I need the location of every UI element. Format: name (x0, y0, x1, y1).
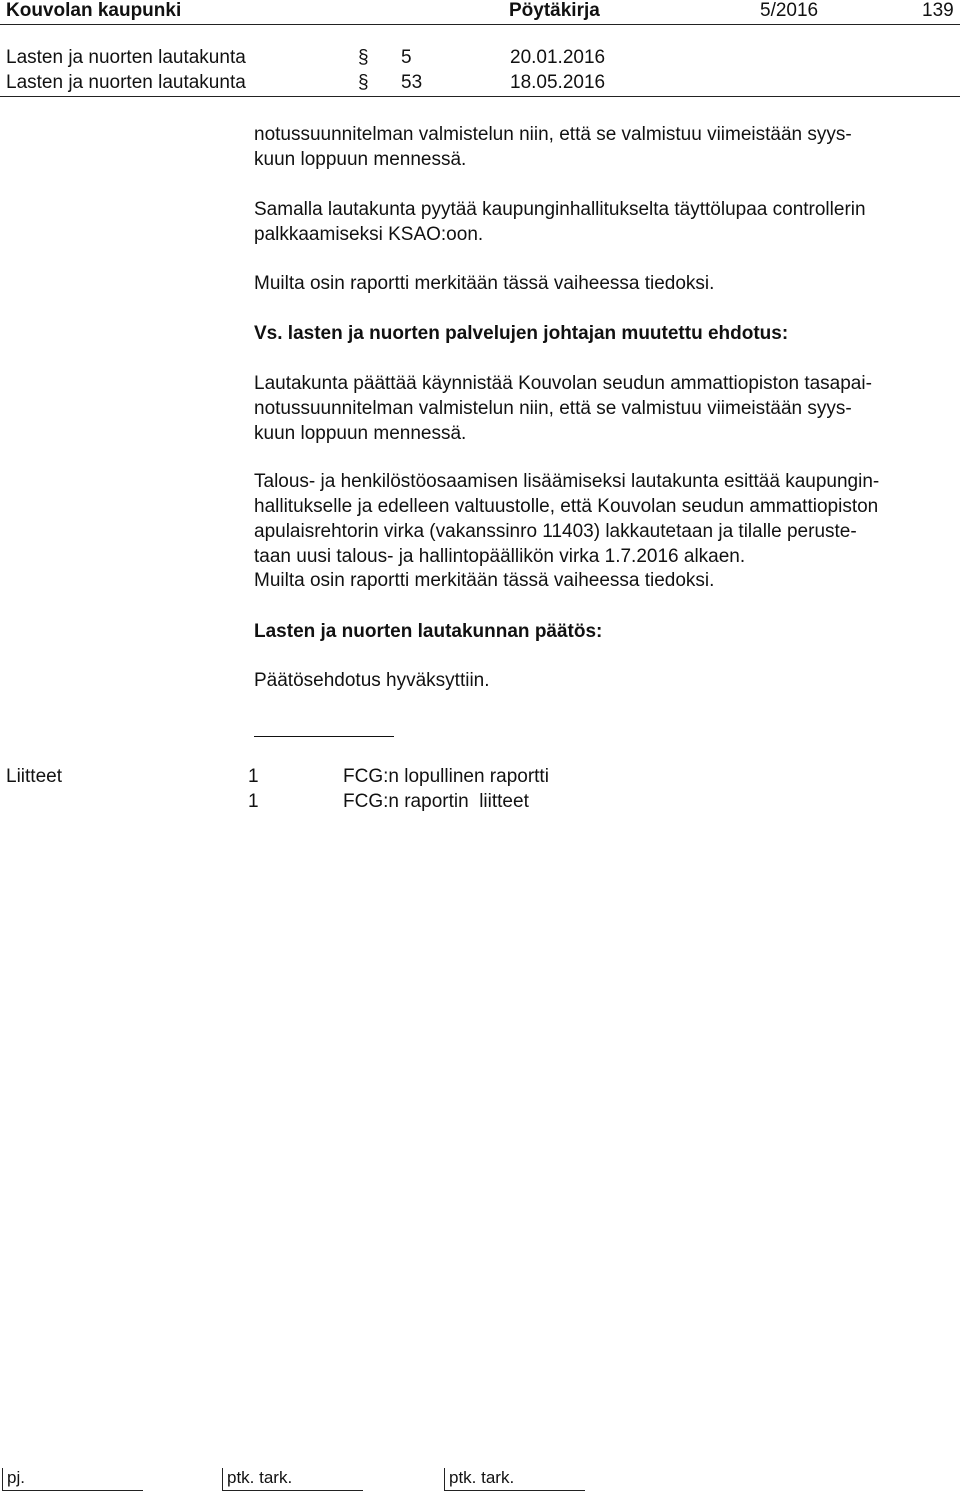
section-sign-1: § (358, 47, 369, 68)
p2-line-2: palkkaamiseksi KSAO:oon. (254, 224, 484, 245)
p4-line-1: Lautakunta päättää käynnistää Kouvolan seudun ammattiopiston tasapai- (254, 373, 872, 394)
heading-modified-proposal: Vs. lasten ja nuorten palvelujen johtajan muutettu ehdotus: (254, 323, 789, 344)
attachment-count-2: 1 (248, 791, 259, 812)
attachments-label: Liitteet (6, 766, 62, 787)
header-body-1: Lasten ja nuorten lautakunta (6, 47, 246, 68)
p5-line-2: hallitukselle ja edelleen valtuustolle, että Kouvolan seudun ammattiopiston (254, 496, 879, 517)
header-date-1: 20.01.2016 (510, 47, 606, 68)
end-rule (254, 736, 394, 737)
page-number: 139 (922, 0, 954, 21)
header-date-2: 18.05.2016 (510, 72, 606, 93)
doc-number: 5/2016 (760, 0, 819, 21)
p5-line-1: Talous- ja henkilöstöosaamisen lisäämiseksi lautakunta esittää kaupungin- (254, 471, 880, 492)
p1-line-1: notussuunnitelman valmistelun niin, että se valmistuu viimeistään syys- (254, 124, 852, 145)
signature-label-ptk-2: ptk. tark. (449, 1468, 515, 1487)
p4-line-3: kuun loppuun mennessä. (254, 423, 467, 444)
p5-line-4: taan uusi talous- ja hallintopäällikön virka 1.7.2016 alkaen. (254, 546, 746, 567)
header-rule-bottom (0, 96, 960, 97)
p4-line-2: notussuunnitelman valmistelun niin, että se valmistuu viimeistään syys- (254, 398, 852, 419)
attachment-title-1: FCG:n lopullinen raportti (343, 766, 549, 787)
signature-label-ptk-1: ptk. tark. (227, 1468, 293, 1487)
attachment-title-2: FCG:n raportin liitteet (343, 791, 529, 812)
signature-label-pj: pj. (7, 1468, 25, 1487)
doc-type: Pöytäkirja (509, 0, 600, 21)
org-name: Kouvolan kaupunki (6, 0, 182, 21)
attachment-count-1: 1 (248, 766, 259, 787)
paragraph-3: Muilta osin raportti merkitään tässä vaiheessa tiedoksi. (254, 273, 715, 294)
p5-line-5: Muilta osin raportti merkitään tässä vaiheessa tiedoksi. (254, 570, 715, 591)
section-sign-2: § (358, 72, 369, 93)
p5-line-3: apulaisrehtorin virka (vakanssinro 11403) lakkautetaan ja tilalle peruste- (254, 521, 857, 542)
p1-line-2: kuun loppuun mennessä. (254, 149, 467, 170)
section-number-2: 53 (401, 72, 423, 93)
header-rule-top (0, 24, 960, 25)
p2-line-1: Samalla lautakunta pyytää kaupunginhallitukselta täyttölupaa controllerin (254, 199, 866, 220)
heading-decision: Lasten ja nuorten lautakunnan päätös: (254, 621, 603, 642)
decision-text: Päätösehdotus hyväksyttiin. (254, 670, 490, 691)
section-number-1: 5 (401, 47, 412, 68)
header-body-2: Lasten ja nuorten lautakunta (6, 72, 246, 93)
